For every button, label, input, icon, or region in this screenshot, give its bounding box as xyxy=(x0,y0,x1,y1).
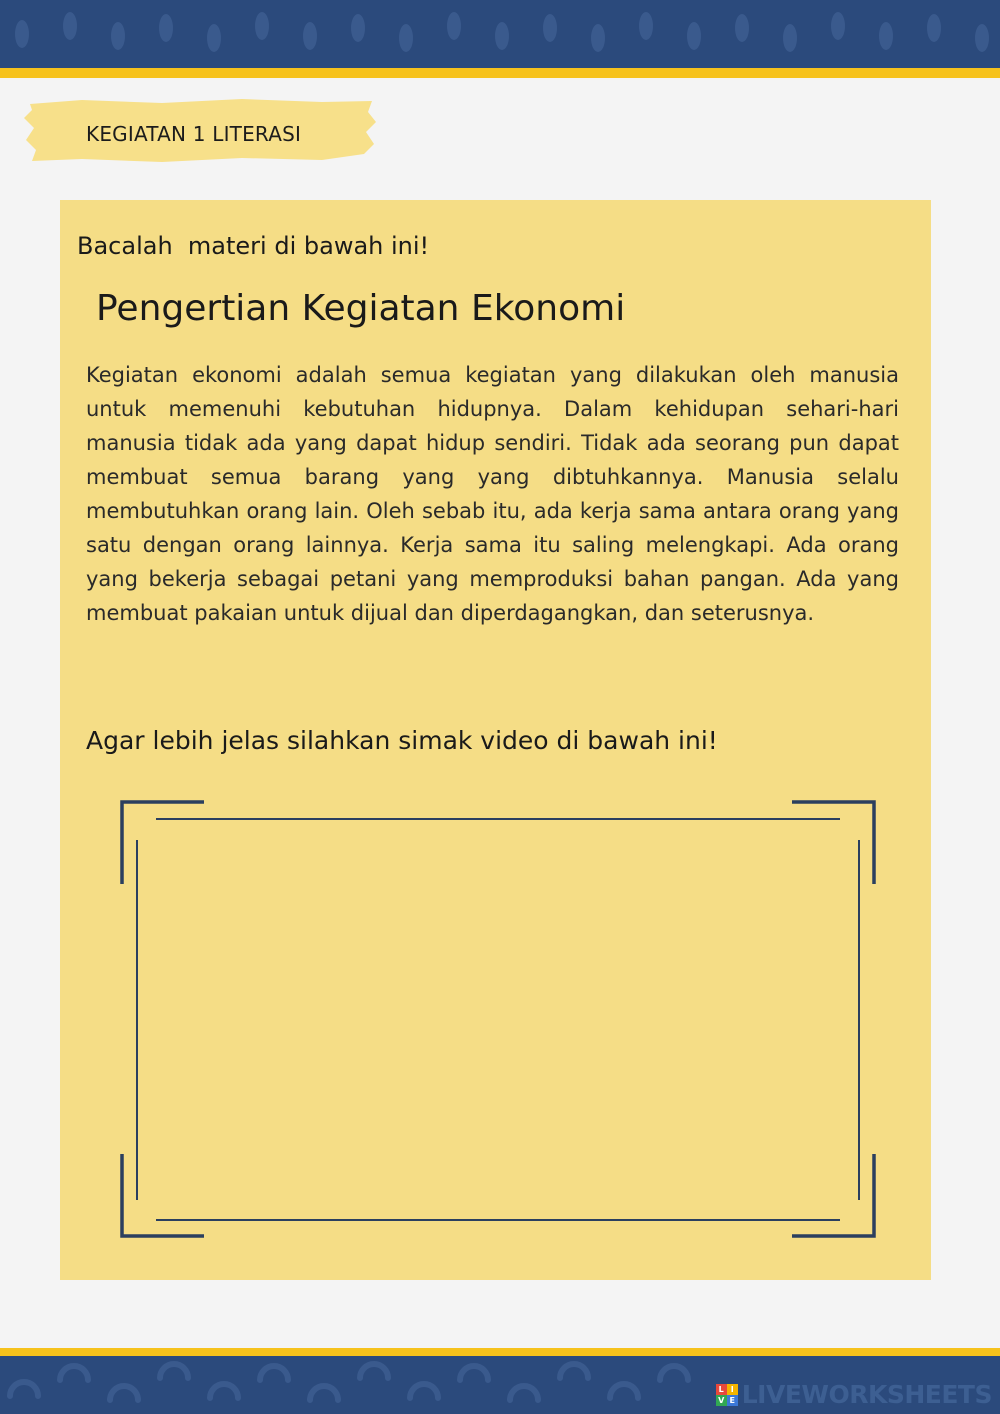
logo-letter-i: I xyxy=(727,1384,738,1395)
section-label xyxy=(22,98,378,164)
video-prompt-text: Agar lebih jelas silahkan simak video di bawah ini! xyxy=(86,726,718,755)
top-decor-band xyxy=(0,0,1000,68)
video-frame-icon xyxy=(120,800,876,1238)
video-placeholder[interactable] xyxy=(120,800,876,1238)
section-label-text: KEGIATAN 1 LITERASI xyxy=(86,122,302,146)
content-panel xyxy=(60,200,931,1280)
instruction-text: Bacalah materi di bawah ini! xyxy=(77,232,430,260)
logo-letter-v: V xyxy=(716,1395,727,1406)
top-pattern xyxy=(0,0,1000,68)
page-title: Pengertian Kegiatan Ekonomi xyxy=(96,288,626,329)
reading-paragraph: Kegiatan ekonomi adalah semua kegiatan yang dilakukan oleh manusia untuk memenuhi kebutuhan hidupnya. Dalam kehidupan sehari-hari manusia tidak ada yang dapat hidup sendiri. Tidak ada seorang pun dapat membuat semua barang yang yang dibtuhkannya. Manusia selalu membutuhkan orang lain. Oleh sebab itu, ada kerja sama antara orang yang satu dengan orang lainnya. Kerja sama itu saling melengkapi. Ada orang yang bekerja sebagai petani yang memproduksi bahan pangan. Ada yang membuat pakaian untuk dijual dan diperdagangkan, dan seterusnya. xyxy=(86,363,899,625)
logo-letter-l: L xyxy=(716,1384,727,1395)
logo-letter-e: E xyxy=(727,1395,738,1406)
liveworksheets-logo-icon xyxy=(716,1384,738,1406)
bottom-yellow-stripe xyxy=(0,1348,1000,1356)
top-yellow-stripe xyxy=(0,68,1000,78)
brand-name: LIVEWORKSHEETS xyxy=(741,1380,992,1409)
liveworksheets-brand[interactable] xyxy=(716,1380,992,1409)
